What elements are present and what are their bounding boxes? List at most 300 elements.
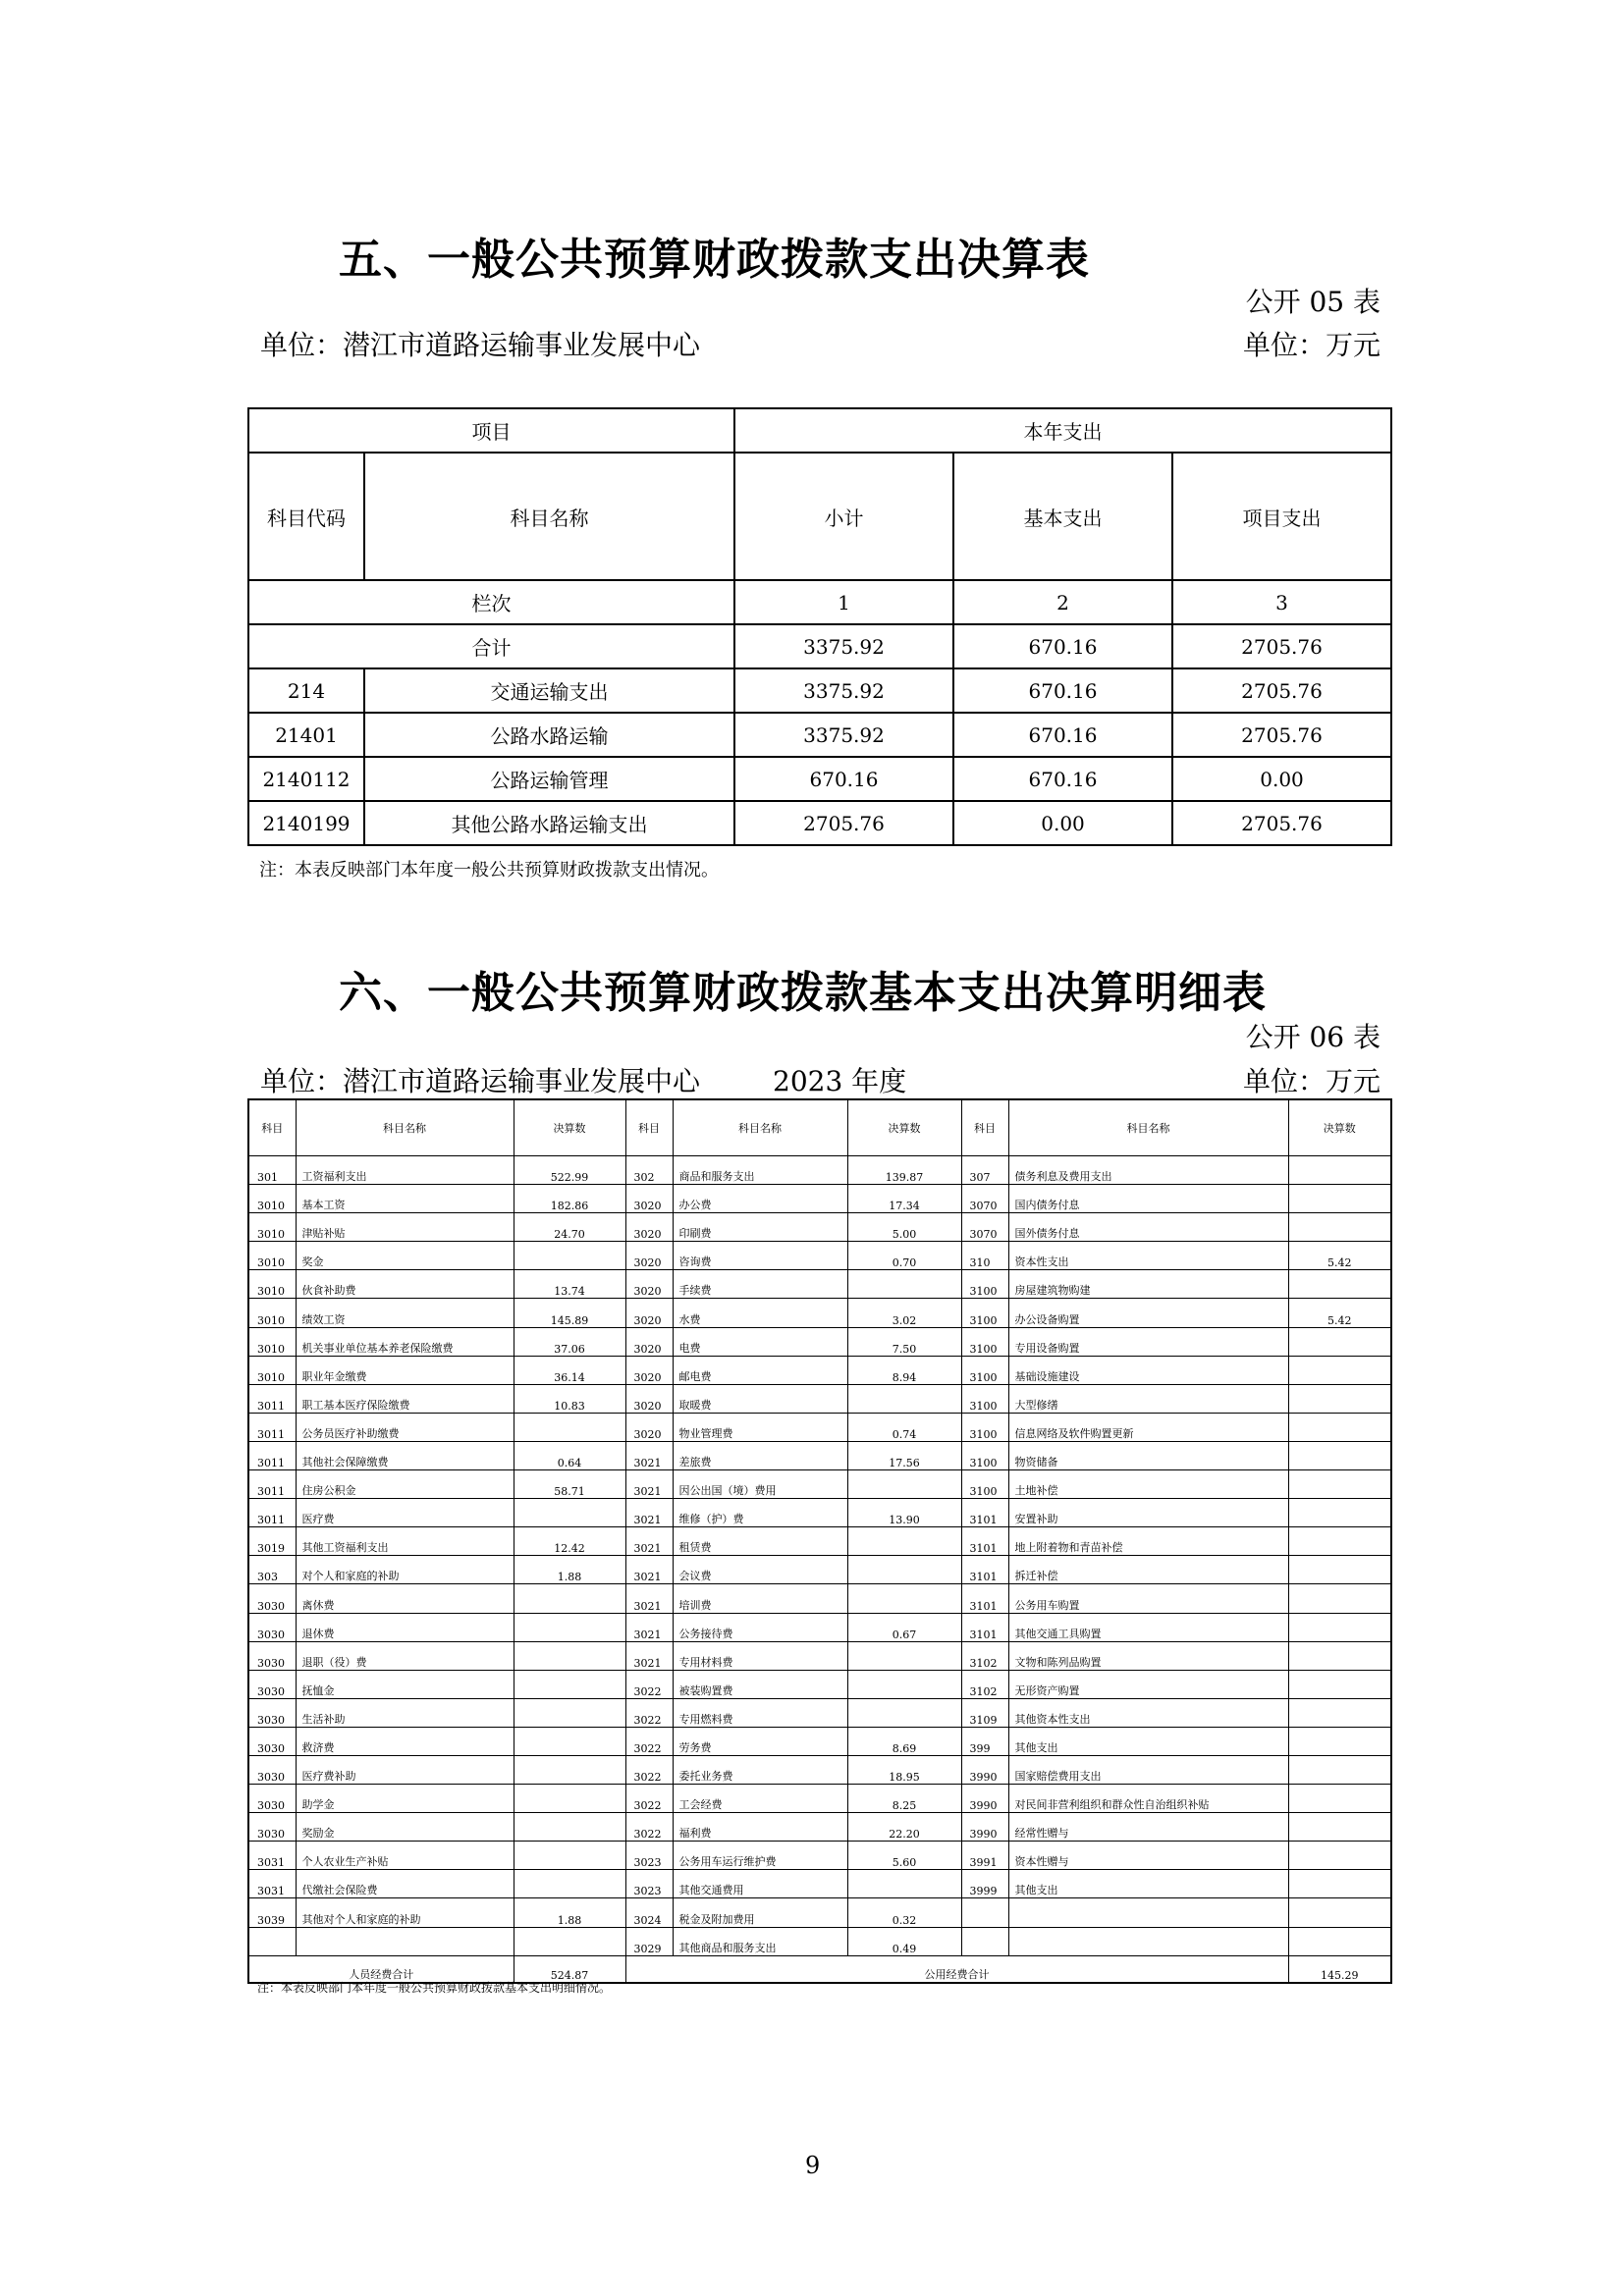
table6-cell-num: 0.32 bbox=[847, 1898, 961, 1927]
table5-col-row-label: 栏次 bbox=[248, 580, 734, 624]
table6-cell-num: 3.02 bbox=[847, 1299, 961, 1327]
table6-cell-code: 3021 bbox=[625, 1641, 673, 1670]
table6-cell-num bbox=[1288, 1727, 1391, 1755]
table6-cell-code: 3010 bbox=[248, 1327, 296, 1356]
table6-cell-num: 5.00 bbox=[847, 1213, 961, 1242]
table6-cell-code: 3070 bbox=[961, 1213, 1008, 1242]
table6-header-code: 科目 bbox=[248, 1099, 296, 1156]
table6 bbox=[247, 1098, 1392, 1984]
table6-cell-num bbox=[847, 1270, 961, 1299]
table6-row bbox=[248, 1842, 1391, 1870]
table6-cell-name: 培训费 bbox=[673, 1584, 847, 1613]
table6-cell-code: 3010 bbox=[248, 1185, 296, 1213]
table6-cell-num: 36.14 bbox=[514, 1356, 625, 1384]
table6-cell-name: 因公出国（境）费用 bbox=[673, 1470, 847, 1499]
table5-unit-org: 单位：潜江市道路运输事业发展中心 bbox=[260, 329, 701, 361]
table6-cell-code: 3039 bbox=[248, 1898, 296, 1927]
table6-cell-code: 3022 bbox=[625, 1785, 673, 1813]
table6-cell-code: 3100 bbox=[961, 1327, 1008, 1356]
table5-unit-money: 单位：万元 bbox=[1242, 329, 1380, 361]
table5-cell-v2: 670.16 bbox=[953, 668, 1172, 713]
table6-cell-name: 取暖费 bbox=[673, 1384, 847, 1413]
table6-cell-code: 3021 bbox=[625, 1527, 673, 1556]
table6-cell-name: 工资福利支出 bbox=[296, 1156, 514, 1185]
table6-cell-name: 救济费 bbox=[296, 1727, 514, 1755]
table5 bbox=[247, 407, 1392, 846]
table6-cell-code: 3011 bbox=[248, 1384, 296, 1413]
table5-total-value: 670.16 bbox=[953, 624, 1172, 668]
table6-cell-num: 0.49 bbox=[847, 1927, 961, 1955]
table6-cell-num bbox=[514, 1755, 625, 1784]
table6-cell-num: 0.70 bbox=[847, 1242, 961, 1270]
table6-cell-code: 3020 bbox=[625, 1356, 673, 1384]
table6-cell-name: 拆迁补偿 bbox=[1008, 1556, 1288, 1584]
table6-cell-name bbox=[1008, 1898, 1288, 1927]
table5-col-3: 3 bbox=[1172, 580, 1391, 624]
table6-cell-num bbox=[514, 1670, 625, 1698]
table6-cell-code: 301 bbox=[248, 1156, 296, 1185]
table6-row bbox=[248, 1242, 1391, 1270]
table6-cell-code: 3010 bbox=[248, 1299, 296, 1327]
table6-cell-name: 信息网络及软件购置更新 bbox=[1008, 1413, 1288, 1441]
table6-cell-code: 3022 bbox=[625, 1727, 673, 1755]
table6-cell-name: 地上附着物和青苗补偿 bbox=[1008, 1527, 1288, 1556]
table6-cell-code: 3100 bbox=[961, 1299, 1008, 1327]
table6-cell-num bbox=[1288, 1927, 1391, 1955]
table5-total-value: 3375.92 bbox=[734, 624, 953, 668]
table6-cell-name: 对民间非营利组织和群众性自治组织补贴 bbox=[1008, 1785, 1288, 1813]
table6-cell-name bbox=[296, 1927, 514, 1955]
table6-cell-code: 3991 bbox=[961, 1842, 1008, 1870]
table5-cell-v2: 0.00 bbox=[953, 801, 1172, 845]
table6-cell-name: 经常性赠与 bbox=[1008, 1813, 1288, 1842]
table6-cell-name: 职业年金缴费 bbox=[296, 1356, 514, 1384]
table6-cell-name: 其他社会保障缴费 bbox=[296, 1441, 514, 1469]
table6-cell-name: 邮电费 bbox=[673, 1356, 847, 1384]
table6-cell-code: 3070 bbox=[961, 1185, 1008, 1213]
table5-cell-v3: 0.00 bbox=[1172, 757, 1391, 801]
table6-cell-code: 3021 bbox=[625, 1584, 673, 1613]
table6-row bbox=[248, 1413, 1391, 1441]
table6-cell-name: 其他支出 bbox=[1008, 1727, 1288, 1755]
table6-cell-num: 10.83 bbox=[514, 1384, 625, 1413]
table5-cell-code: 214 bbox=[248, 668, 364, 713]
table6-cell-num bbox=[1288, 1527, 1391, 1556]
table6-year: 2023 年度 bbox=[773, 1065, 907, 1097]
table6-cell-name: 电费 bbox=[673, 1327, 847, 1356]
table6-cell-name: 物业管理费 bbox=[673, 1413, 847, 1441]
table5-total-label: 合计 bbox=[248, 624, 734, 668]
table6-cell-num: 5.42 bbox=[1288, 1242, 1391, 1270]
table6-row bbox=[248, 1870, 1391, 1898]
table5-cell-v3: 2705.76 bbox=[1172, 801, 1391, 845]
table6-cell-num bbox=[1288, 1441, 1391, 1469]
table6-form-no: 公开 06 表 bbox=[1245, 1021, 1380, 1053]
table5-cell-v1: 2705.76 bbox=[734, 801, 953, 845]
table6-cell-name: 医疗费补助 bbox=[296, 1755, 514, 1784]
table6-foot-public-label: 公用经费合计 bbox=[625, 1955, 1288, 1983]
table6-row bbox=[248, 1898, 1391, 1927]
table6-cell-name: 医疗费 bbox=[296, 1499, 514, 1527]
table6-cell-name: 专用设备购置 bbox=[1008, 1327, 1288, 1356]
table6-cell-num bbox=[1288, 1356, 1391, 1384]
table5-form-no: 公开 05 表 bbox=[1245, 286, 1380, 318]
table6-cell-num: 5.42 bbox=[1288, 1299, 1391, 1327]
table6-row bbox=[248, 1698, 1391, 1727]
table6-cell-num bbox=[514, 1641, 625, 1670]
table6-cell-code: 3030 bbox=[248, 1785, 296, 1813]
table6-cell-num bbox=[847, 1670, 961, 1698]
table6-cell-name: 文物和陈列品购置 bbox=[1008, 1641, 1288, 1670]
table6-cell-code bbox=[961, 1927, 1008, 1955]
table6-cell-code: 3020 bbox=[625, 1213, 673, 1242]
table6-cell-num bbox=[1288, 1842, 1391, 1870]
table6-cell-code: 3100 bbox=[961, 1270, 1008, 1299]
table6-cell-name: 对个人和家庭的补助 bbox=[296, 1556, 514, 1584]
table6-cell-name: 土地补偿 bbox=[1008, 1470, 1288, 1499]
table6-cell-code: 3021 bbox=[625, 1441, 673, 1469]
table5-header-subtotal: 小计 bbox=[734, 453, 953, 580]
table6-cell-name: 其他对个人和家庭的补助 bbox=[296, 1898, 514, 1927]
table6-cell-name: 津贴补贴 bbox=[296, 1213, 514, 1242]
table6-unit-org: 单位：潜江市道路运输事业发展中心 bbox=[260, 1065, 701, 1097]
table5-row bbox=[248, 713, 1391, 757]
table6-cell-num: 13.74 bbox=[514, 1270, 625, 1299]
table6-cell-num bbox=[847, 1556, 961, 1584]
table6-row bbox=[248, 1441, 1391, 1469]
table6-cell-num bbox=[1288, 1584, 1391, 1613]
table6-cell-name: 助学金 bbox=[296, 1785, 514, 1813]
table5-cell-v3: 2705.76 bbox=[1172, 713, 1391, 757]
table6-cell-name: 住房公积金 bbox=[296, 1470, 514, 1499]
table5-cell-name: 公路运输管理 bbox=[364, 757, 734, 801]
table6-cell-code: 3102 bbox=[961, 1670, 1008, 1698]
table6-cell-code: 3021 bbox=[625, 1470, 673, 1499]
table6-row bbox=[248, 1613, 1391, 1641]
table5-cell-v3: 2705.76 bbox=[1172, 668, 1391, 713]
table6-cell-num bbox=[847, 1641, 961, 1670]
table6-cell-name: 商品和服务支出 bbox=[673, 1156, 847, 1185]
table6-cell-num bbox=[514, 1499, 625, 1527]
table6-row bbox=[248, 1727, 1391, 1755]
table6-cell-num bbox=[847, 1384, 961, 1413]
table6-cell-name: 房屋建筑物购建 bbox=[1008, 1270, 1288, 1299]
table6-cell-num: 0.67 bbox=[847, 1613, 961, 1641]
table6-cell-name: 其他工资福利支出 bbox=[296, 1527, 514, 1556]
table6-cell-name: 职工基本医疗保险缴费 bbox=[296, 1384, 514, 1413]
table6-cell-code: 3101 bbox=[961, 1527, 1008, 1556]
table6-cell-num: 22.20 bbox=[847, 1813, 961, 1842]
table5-cell-code: 21401 bbox=[248, 713, 364, 757]
table6-cell-name: 个人农业生产补贴 bbox=[296, 1842, 514, 1870]
table6-cell-name: 基础设施建设 bbox=[1008, 1356, 1288, 1384]
table6-cell-name: 工会经费 bbox=[673, 1785, 847, 1813]
table6-cell-code: 3010 bbox=[248, 1270, 296, 1299]
table6-cell-code: 399 bbox=[961, 1727, 1008, 1755]
table6-cell-code: 3023 bbox=[625, 1870, 673, 1898]
table6-row bbox=[248, 1927, 1391, 1955]
table6-cell-name: 生活补助 bbox=[296, 1698, 514, 1727]
table6-cell-code: 3109 bbox=[961, 1698, 1008, 1727]
table6-cell-num bbox=[514, 1413, 625, 1441]
table6-cell-name: 奖金 bbox=[296, 1242, 514, 1270]
table5-cell-name: 交通运输支出 bbox=[364, 668, 734, 713]
table6-cell-code: 3020 bbox=[625, 1242, 673, 1270]
table6-cell-name: 其他支出 bbox=[1008, 1870, 1288, 1898]
table6-cell-code: 3030 bbox=[248, 1698, 296, 1727]
table6-cell-num bbox=[1288, 1755, 1391, 1784]
table6-cell-name: 资本性支出 bbox=[1008, 1242, 1288, 1270]
table6-cell-num: 17.56 bbox=[847, 1441, 961, 1469]
table6-cell-name: 委托业务费 bbox=[673, 1755, 847, 1784]
table6-cell-name: 其他资本性支出 bbox=[1008, 1698, 1288, 1727]
table6-cell-num bbox=[514, 1613, 625, 1641]
table6-cell-name: 绩效工资 bbox=[296, 1299, 514, 1327]
table6-cell-name: 资本性赠与 bbox=[1008, 1842, 1288, 1870]
table6-cell-code: 3030 bbox=[248, 1755, 296, 1784]
table6-cell-num: 12.42 bbox=[514, 1527, 625, 1556]
table6-cell-name: 咨询费 bbox=[673, 1242, 847, 1270]
table6-cell-code: 3101 bbox=[961, 1499, 1008, 1527]
table6-cell-name: 其他商品和服务支出 bbox=[673, 1927, 847, 1955]
table6-cell-code: 3100 bbox=[961, 1356, 1008, 1384]
table6-cell-num bbox=[514, 1842, 625, 1870]
table6-cell-code: 3021 bbox=[625, 1556, 673, 1584]
table6-cell-code: 3020 bbox=[625, 1299, 673, 1327]
table6-cell-code: 3030 bbox=[248, 1813, 296, 1842]
table6-cell-code: 3022 bbox=[625, 1670, 673, 1698]
table6-cell-code: 3022 bbox=[625, 1698, 673, 1727]
table6-cell-code bbox=[961, 1898, 1008, 1927]
table5-cell-v1: 670.16 bbox=[734, 757, 953, 801]
table6-cell-code: 3030 bbox=[248, 1670, 296, 1698]
table6-cell-code: 302 bbox=[625, 1156, 673, 1185]
table6-cell-num bbox=[1288, 1384, 1391, 1413]
table6-cell-name: 代缴社会保险费 bbox=[296, 1870, 514, 1898]
table6-row bbox=[248, 1584, 1391, 1613]
table6-header-amount: 决算数 bbox=[847, 1099, 961, 1156]
table6-cell-num bbox=[1288, 1785, 1391, 1813]
table6-cell-num bbox=[1288, 1813, 1391, 1842]
table6-cell-name: 奖励金 bbox=[296, 1813, 514, 1842]
table6-cell-num bbox=[1288, 1499, 1391, 1527]
table6-cell-num bbox=[847, 1584, 961, 1613]
table6-cell-code: 3010 bbox=[248, 1356, 296, 1384]
table6-cell-name: 福利费 bbox=[673, 1813, 847, 1842]
table6-cell-code: 3011 bbox=[248, 1499, 296, 1527]
table5-cell-v2: 670.16 bbox=[953, 713, 1172, 757]
table6-row bbox=[248, 1527, 1391, 1556]
table6-cell-num bbox=[1288, 1556, 1391, 1584]
table5-cell-name: 其他公路水路运输支出 bbox=[364, 801, 734, 845]
table6-cell-name: 其他交通工具购置 bbox=[1008, 1613, 1288, 1641]
table6-cell-name: 大型修缮 bbox=[1008, 1384, 1288, 1413]
table6-cell-code: 3011 bbox=[248, 1413, 296, 1441]
table6-cell-name: 手续费 bbox=[673, 1270, 847, 1299]
table6-header-amount: 决算数 bbox=[1288, 1099, 1391, 1156]
table6-cell-num: 522.99 bbox=[514, 1156, 625, 1185]
table6-row bbox=[248, 1270, 1391, 1299]
table6-cell-name: 税金及附加费用 bbox=[673, 1898, 847, 1927]
table6-cell-name: 公务员医疗补助缴费 bbox=[296, 1413, 514, 1441]
table6-header-amount: 决算数 bbox=[514, 1099, 625, 1156]
table6-cell-num bbox=[847, 1870, 961, 1898]
table6-cell-code: 3020 bbox=[625, 1413, 673, 1441]
table5-row bbox=[248, 757, 1391, 801]
table6-header-code: 科目 bbox=[961, 1099, 1008, 1156]
table6-cell-num bbox=[1288, 1185, 1391, 1213]
table6-cell-name: 抚恤金 bbox=[296, 1670, 514, 1698]
table6-unit-money: 单位：万元 bbox=[1242, 1065, 1380, 1097]
table6-cell-num: 8.25 bbox=[847, 1785, 961, 1813]
table6-cell-num: 8.69 bbox=[847, 1727, 961, 1755]
table6-cell-name: 无形资产购置 bbox=[1008, 1670, 1288, 1698]
table6-row bbox=[248, 1499, 1391, 1527]
table6-cell-name: 物资储备 bbox=[1008, 1441, 1288, 1469]
table6-cell-num: 5.60 bbox=[847, 1842, 961, 1870]
table6-row bbox=[248, 1384, 1391, 1413]
table6-cell-name: 安置补助 bbox=[1008, 1499, 1288, 1527]
table5-cell-code: 2140112 bbox=[248, 757, 364, 801]
table6-cell-name: 基本工资 bbox=[296, 1185, 514, 1213]
table6-cell-num: 0.74 bbox=[847, 1413, 961, 1441]
page-number: 9 bbox=[805, 2152, 821, 2179]
table5-header-name: 科目名称 bbox=[364, 453, 734, 580]
table6-cell-code: 3990 bbox=[961, 1785, 1008, 1813]
table5-cell-name: 公路水路运输 bbox=[364, 713, 734, 757]
table6-cell-num: 139.87 bbox=[847, 1156, 961, 1185]
table6-row bbox=[248, 1185, 1391, 1213]
table6-cell-name: 债务利息及费用支出 bbox=[1008, 1156, 1288, 1185]
table6-cell-code: 3011 bbox=[248, 1470, 296, 1499]
table6-cell-num: 13.90 bbox=[847, 1499, 961, 1527]
table6-note: 注：本表反映部门本年度一般公共预算财政拨款基本支出明细情况。 bbox=[257, 1981, 612, 1995]
table6-cell-num: 1.88 bbox=[514, 1556, 625, 1584]
table6-cell-code: 3010 bbox=[248, 1242, 296, 1270]
table6-foot-public-value: 145.29 bbox=[1288, 1955, 1391, 1983]
table6-header-name: 科目名称 bbox=[673, 1099, 847, 1156]
table6-cell-num: 145.89 bbox=[514, 1299, 625, 1327]
table6-cell-code: 3990 bbox=[961, 1813, 1008, 1842]
table6-cell-code: 3022 bbox=[625, 1813, 673, 1842]
table6-cell-name: 劳务费 bbox=[673, 1727, 847, 1755]
table6-cell-name: 退休费 bbox=[296, 1613, 514, 1641]
table6-cell-name: 专用材料费 bbox=[673, 1641, 847, 1670]
table5-cell-v1: 3375.92 bbox=[734, 668, 953, 713]
table6-cell-name: 国家赔偿费用支出 bbox=[1008, 1755, 1288, 1784]
table6-cell-num bbox=[1288, 1470, 1391, 1499]
table6-cell-num: 58.71 bbox=[514, 1470, 625, 1499]
table6-cell-num bbox=[514, 1242, 625, 1270]
table6-row bbox=[248, 1641, 1391, 1670]
table5-header-proj: 项目支出 bbox=[1172, 453, 1391, 580]
table6-row bbox=[248, 1755, 1391, 1784]
table6-cell-num: 24.70 bbox=[514, 1213, 625, 1242]
table6-row bbox=[248, 1470, 1391, 1499]
table6-cell-num: 8.94 bbox=[847, 1356, 961, 1384]
table6-row bbox=[248, 1156, 1391, 1185]
table6-cell-code: 3020 bbox=[625, 1327, 673, 1356]
table6-cell-code: 3031 bbox=[248, 1870, 296, 1898]
table6-cell-name: 办公费 bbox=[673, 1185, 847, 1213]
table6-cell-code: 3100 bbox=[961, 1384, 1008, 1413]
table6-cell-num bbox=[847, 1470, 961, 1499]
table6-cell-code: 3101 bbox=[961, 1584, 1008, 1613]
table6-cell-name bbox=[1008, 1927, 1288, 1955]
table6-cell-num bbox=[514, 1813, 625, 1842]
table6-row bbox=[248, 1670, 1391, 1698]
table6-cell-num: 182.86 bbox=[514, 1185, 625, 1213]
table6-cell-num bbox=[1288, 1270, 1391, 1299]
table6-cell-name: 差旅费 bbox=[673, 1441, 847, 1469]
table6-cell-name: 印刷费 bbox=[673, 1213, 847, 1242]
table6-cell-code: 310 bbox=[961, 1242, 1008, 1270]
table6-cell-code: 303 bbox=[248, 1556, 296, 1584]
table6-cell-name: 租赁费 bbox=[673, 1527, 847, 1556]
table6-cell-code: 3030 bbox=[248, 1584, 296, 1613]
table6-cell-num bbox=[1288, 1670, 1391, 1698]
table6-row bbox=[248, 1299, 1391, 1327]
table6-cell-code: 3101 bbox=[961, 1613, 1008, 1641]
table6-cell-num bbox=[1288, 1156, 1391, 1185]
table6-cell-num bbox=[514, 1785, 625, 1813]
table6-cell-code: 3022 bbox=[625, 1755, 673, 1784]
table6-cell-num bbox=[514, 1584, 625, 1613]
table6-cell-name: 会议费 bbox=[673, 1556, 847, 1584]
table6-cell-num bbox=[514, 1698, 625, 1727]
table6-row bbox=[248, 1327, 1391, 1356]
table6-foot-personnel-value: 524.87 bbox=[514, 1955, 625, 1983]
table5-cell-v1: 3375.92 bbox=[734, 713, 953, 757]
table6-cell-num bbox=[1288, 1898, 1391, 1927]
table6-cell-code: 3029 bbox=[625, 1927, 673, 1955]
table6-cell-code: 3021 bbox=[625, 1613, 673, 1641]
table6-cell-num: 37.06 bbox=[514, 1327, 625, 1356]
table6-cell-num bbox=[514, 1927, 625, 1955]
table6-cell-code: 3020 bbox=[625, 1384, 673, 1413]
table6-title: 六、一般公共预算财政拨款基本支出决算明细表 bbox=[339, 968, 1267, 1018]
table6-cell-code: 3030 bbox=[248, 1727, 296, 1755]
table6-cell-name: 国内债务付息 bbox=[1008, 1185, 1288, 1213]
table5-cell-v2: 670.16 bbox=[953, 757, 1172, 801]
table5-col-1: 1 bbox=[734, 580, 953, 624]
table6-cell-code: 3100 bbox=[961, 1470, 1008, 1499]
table6-cell-num: 18.95 bbox=[847, 1755, 961, 1784]
table6-cell-num: 17.34 bbox=[847, 1185, 961, 1213]
table6-cell-code: 3020 bbox=[625, 1185, 673, 1213]
table5-header-project: 项目 bbox=[248, 408, 734, 453]
table6-cell-name: 伙食补助费 bbox=[296, 1270, 514, 1299]
table6-cell-code: 3011 bbox=[248, 1441, 296, 1469]
table6-cell-num: 1.88 bbox=[514, 1898, 625, 1927]
table6-cell-code: 3010 bbox=[248, 1213, 296, 1242]
table5-cell-code: 2140199 bbox=[248, 801, 364, 845]
table6-cell-num bbox=[847, 1527, 961, 1556]
table6-cell-name: 专用燃料费 bbox=[673, 1698, 847, 1727]
table6-cell-num: 7.50 bbox=[847, 1327, 961, 1356]
table5-col-2: 2 bbox=[953, 580, 1172, 624]
table6-cell-num bbox=[847, 1698, 961, 1727]
table6-cell-code: 3023 bbox=[625, 1842, 673, 1870]
table6-header-name: 科目名称 bbox=[1008, 1099, 1288, 1156]
table6-cell-code: 3100 bbox=[961, 1441, 1008, 1469]
table5-title: 五、一般公共预算财政拨款支出决算表 bbox=[339, 235, 1090, 285]
table6-cell-code: 3030 bbox=[248, 1641, 296, 1670]
table6-cell-num bbox=[1288, 1698, 1391, 1727]
table6-row bbox=[248, 1813, 1391, 1842]
table5-total-value: 2705.76 bbox=[1172, 624, 1391, 668]
table6-cell-num bbox=[1288, 1641, 1391, 1670]
